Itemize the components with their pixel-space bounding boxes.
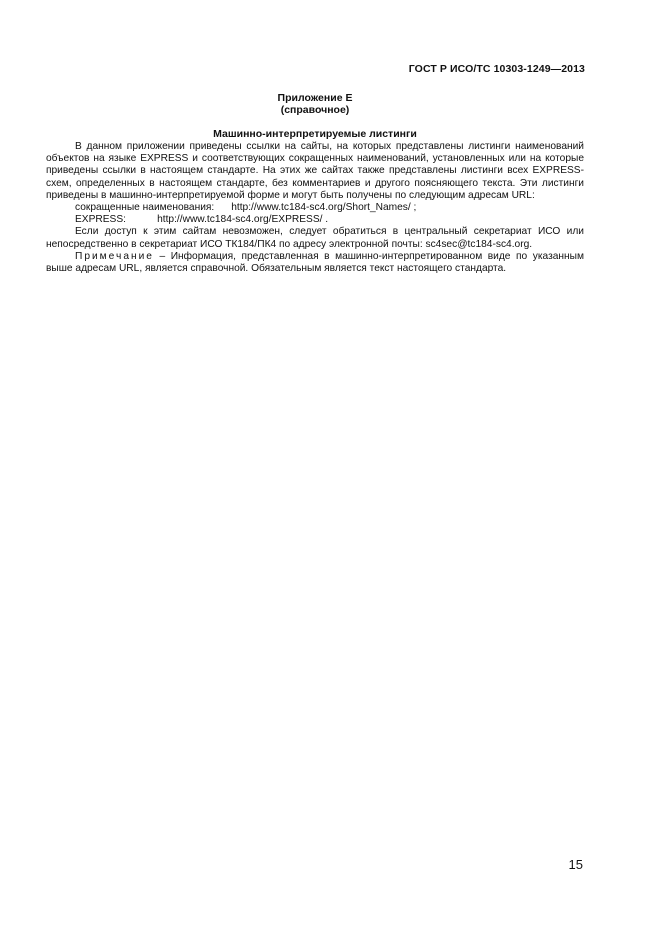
intro-paragraph: В данном приложении приведены ссылки на сайты, на которых представлены листинги наименований объектов на языке EXPRESS и соответствующих сокращенных наименований, установленных или на которые приведены ссылки в настоящем стандарте. На этих же сайтах также представлены листинги всех EXPRESS-схем, определенных в настоящем стандарте, без комментариев и другого поясняющего текста. Эти листинги приведены в машинно-интерпретируемой форме и могут быть получены по следующим адресам URL: [46,141,584,201]
appendix-body [46,141,584,275]
note-text: – Информация, представленная в машинно-интерпретированном виде по указанным выше адресам URL, является справочной. Обязательным является текст настоящего стандарта. [46,250,584,275]
url-line-express [46,214,584,226]
page-number: 15 [568,857,583,872]
url-express-label: EXPRESS: [75,214,126,226]
document-code-header: ГОСТ Р ИСО/ТС 10303-1249—2013 [408,63,585,75]
contact-paragraph: Если доступ к этим сайтам невозможен, следует обратиться в центральный секретариат ИСО или непосредственно в секретариат ИСО ТК184/ПК4 по адресу электронной почты: sc4sec@tc184-sc4.org. [46,226,584,250]
appendix-title: Приложение Е [277,92,353,104]
note-paragraph [46,251,584,275]
note-label: Примечание [75,250,154,262]
url-short-link[interactable]: http://www.tc184-sc4.org/Short_Names/ ; [231,202,417,214]
appendix-subtitle: (справочное) [280,104,350,116]
url-line-short-names [46,202,584,214]
url-express-link[interactable]: http://www.tc184-sc4.org/EXPRESS/ . [157,214,329,226]
url-short-label: сокращенные наименования: [75,202,215,214]
appendix-heading: Машинно-интерпретируемые листинги [213,128,417,140]
